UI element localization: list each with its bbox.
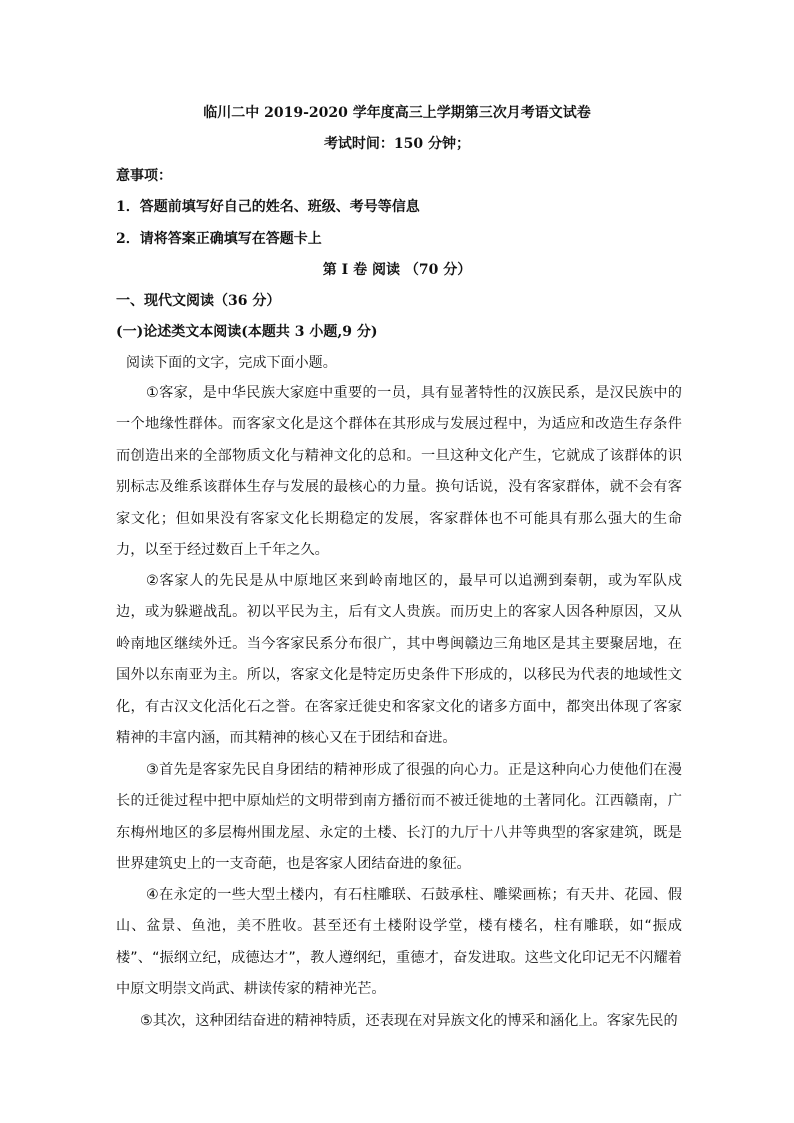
notice-heading: 意事项： (116, 168, 172, 184)
paragraph-2: ②客家人的先民是从中原地区来到岭南地区的，最早可以追溯到秦朝，或为军队戍边，或为躲避战乱。初以平民为主，后有文人贵族。而历史上的客家人因各种原因，又从岭南地区继续外迁。当今客家民系分布很广，其中粤闽赣边三角地区是其主要聚居地，在国外以东南亚为主。所以，客家文化是特定历史条件下形成的，以移民为代表的地域性文化，有古汉文化活化石之誉。在客家迁徙史和客家文化的诸多方面中，都突出体现了客家精神的丰富内涵，而其精神的核心又在于团结和奋进。 (116, 573, 682, 747)
exam-time: 考试时间：150 分钟； (323, 136, 471, 152)
notice-item-1: 1．答题前填写好自己的姓名、班级、考号等信息 (116, 199, 420, 215)
reading-instruction: 阅读下面的文字，完成下面小题。 (126, 355, 337, 371)
subpart-heading: (一)论述类文本阅读(本题共 3 小题,9 分) (116, 324, 378, 340)
part-heading: 一、现代文阅读（36 分） (116, 293, 281, 309)
paragraph-5: ⑤其次，这种团结奋进的精神特质，还表现在对异族文化的博采和涵化上。客家先民的 (140, 1013, 678, 1029)
paragraph-4: ④在永定的一些大型土楼内，有石柱雕联、石鼓承柱、雕梁画栋；有天井、花园、假山、盆景、鱼池，美不胜收。甚至还有土楼附设学堂，楼有楼名，柱有雕联，如“振成楼”、“振纲立纪，成德达才”，教人遵纲纪，重德才，奋发进取。这些文化印记无不闪耀着中原文明崇文尚武、耕读传家的精神光芒。 (116, 887, 682, 998)
paragraph-3: ③首先是客家先民自身团结的精神形成了很强的向心力。正是这种向心力使他们在漫长的迁徙过程中把中原灿烂的文明带到南方播衍而不被迁徙地的土著同化。江西赣南，广东梅州地区的多层梅州围龙屋、永定的土楼、长汀的九厅十八井等典型的客家建筑，既是世界建筑史上的一支奇葩，也是客家人团结奋进的象征。 (116, 762, 682, 873)
notice-item-2: 2．请将答案正确填写在答题卡上 (116, 231, 322, 247)
exam-title: 临川二中 2019-2020 学年度高三上学期第三次月考语文试卷 (203, 105, 591, 121)
paragraph-1: ①客家，是中华民族大家庭中重要的一员，具有显著特性的汉族民系，是汉民族中的一个地缘性群体。而客家文化是这个群体在其形成与发展过程中，为适应和改造生存条件而创造出来的全部物质文化与精神文化的总和。一旦这种文化产生，它就成了该群体的识别标志及维系该群体生存与发展的最核心的力量。换句话说，没有客家群体，就不会有客家文化；但如果没有客家文化长期稳定的发展，客家群体也不可能具有那么强大的生命力，以至于经过数百上千年之久。 (116, 385, 682, 559)
volume-title: 第 I 卷 阅读 （70 分） (322, 262, 472, 278)
